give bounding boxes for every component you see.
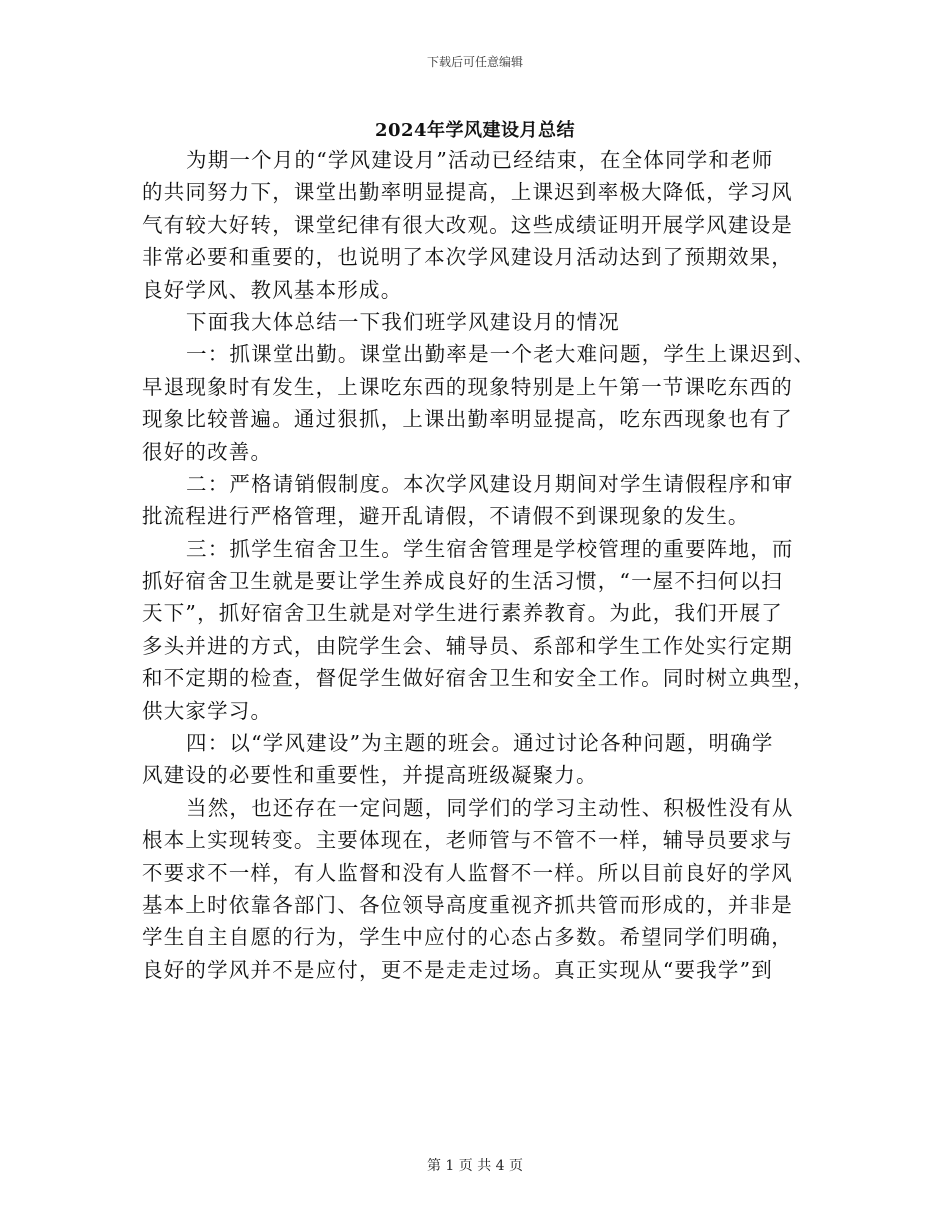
document-body: [142, 144, 816, 986]
text-line: 非常必要和重要的，也说明了本次学风建设月活动达到了预期效果，: [142, 245, 793, 270]
text-line: 批流程进行严格管理，避开乱请假，不请假不到课现象的发生。: [142, 504, 750, 529]
text-line: 抓好宿舍卫生就是要让学生养成良好的生活习惯，“一屋不扫何以扫: [142, 569, 783, 594]
text-line: 风建设的必要性和重要性，并提高班级凝聚力。: [142, 763, 598, 788]
text-line: 当然，也还存在一定问题，同学们的学习主动性、积极性没有从: [186, 795, 794, 820]
text-line: 不要求不一样，有人监督和没有人监督不一样。所以目前良好的学风: [142, 860, 793, 885]
text-line: 现象比较普遍。通过狠抓，上课出勤率明显提高，吃东西现象也有了: [142, 407, 793, 432]
text-line: 为期一个月的“学风建设月”活动已经结束，在全体同学和老师: [186, 148, 774, 172]
text-line: 和不定期的检查，督促学生做好宿舍卫生和安全工作。同时树立典型，: [142, 666, 815, 691]
text-line: 三：抓学生宿舍卫生。学生宿舍管理是学校管理的重要阵地，而: [186, 536, 794, 561]
text-line: 良好学风、教风基本形成。: [142, 277, 403, 302]
text-line: 良好的学风并不是应付，更不是走走过场。真正实现从“要我学”到: [142, 957, 773, 982]
text-line: 气有较大好转，课堂纪律有很大改观。这些成绩证明开展学风建设是: [142, 212, 793, 237]
text-line: 的共同努力下，课堂出勤率明显提高，上课迟到率极大降低，学习风: [142, 180, 793, 205]
text-line: 供大家学习。: [142, 698, 273, 723]
header-note: 下载后可任意编辑: [426, 55, 523, 69]
text-line: 学生自主自愿的行为，学生中应付的心态占多数。希望同学们明确，: [142, 925, 793, 950]
text-line: 二：严格请销假制度。本次学风建设月期间对学生请假程序和审: [186, 471, 794, 496]
text-line: 天下”，抓好宿舍卫生就是对学生进行素养教育。为此，我们开展了: [142, 601, 783, 626]
text-line: 基本上时依靠各部门、各位领导高度重视齐抓共管而形成的，并非是: [142, 892, 793, 917]
page-number: 第 1 页 共 4 页: [426, 1158, 524, 1174]
text-line: 下面我大体总结一下我们班学风建设月的情况: [186, 309, 620, 334]
page-title: 2024年学风建设月总结: [374, 120, 576, 141]
text-line: 很好的改善。: [142, 439, 273, 464]
text-line: 早退现象时有发生，上课吃东西的现象特别是上午第一节课吃东西的: [142, 374, 793, 399]
text-line: 多头并进的方式，由院学生会、辅导员、系部和学生工作处实行定期: [142, 633, 793, 658]
text-line: 一：抓课堂出勤。课堂出勤率是一个老大难问题，学生上课迟到、: [186, 342, 816, 367]
text-line: 根本上实现转变。主要体现在，老师管与不管不一样，辅导员要求与: [142, 828, 793, 853]
text-line: 四：以“学风建设”为主题的班会。通过讨论各种问题，明确学: [186, 731, 774, 756]
